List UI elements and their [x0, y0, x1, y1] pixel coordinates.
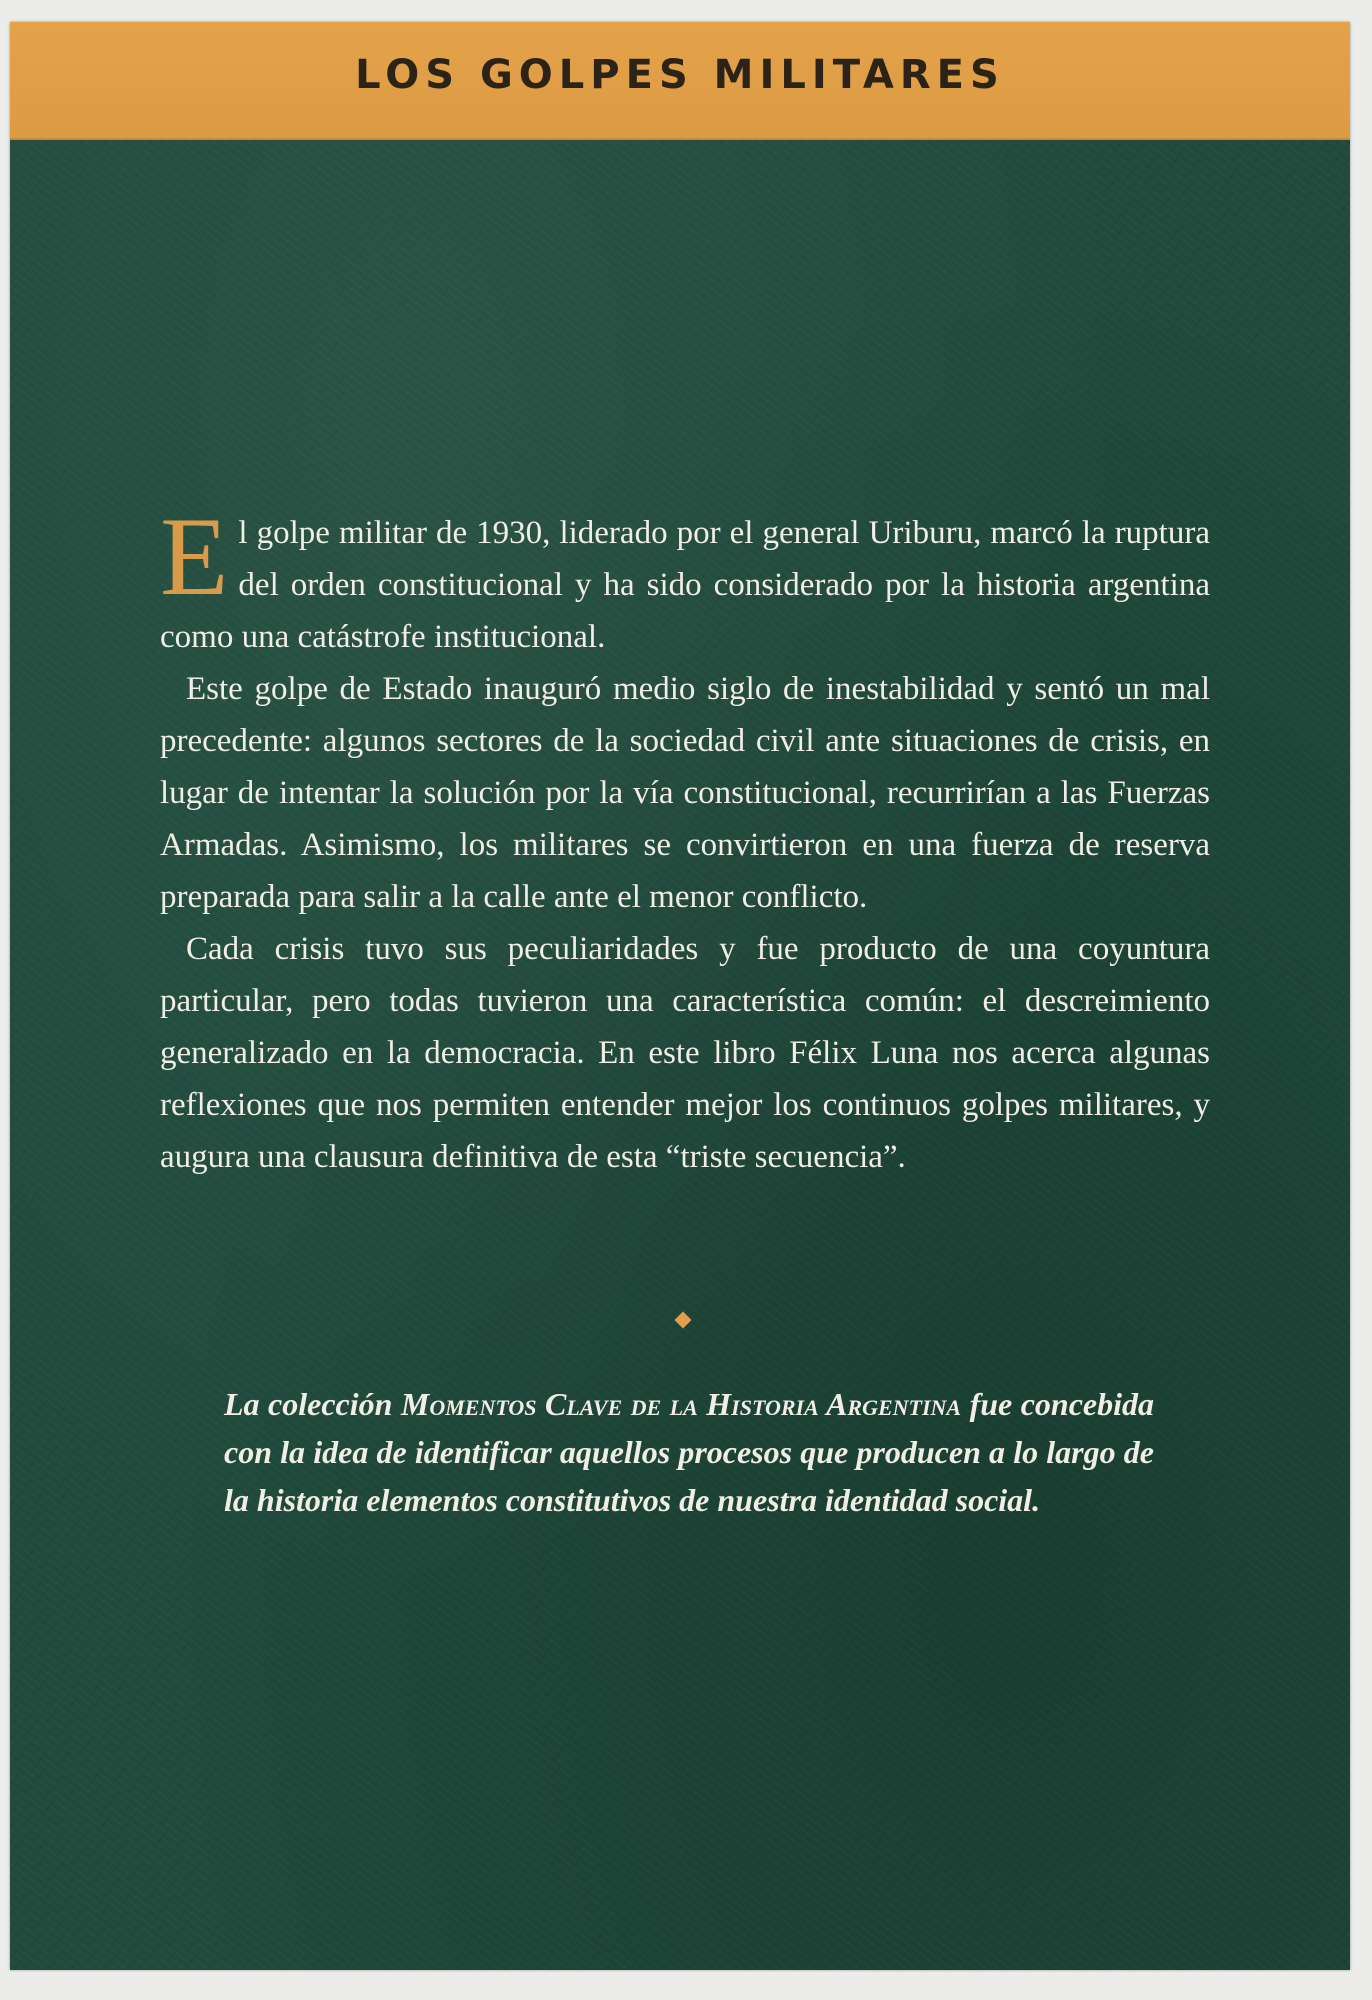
paragraph-1-text: l golpe militar de 1930, liderado por el general Uriburu, marcó la ruptura del orden constitucional y ha sido considerado por la historia argentina como una catástrofe institucional.: [160, 515, 1210, 655]
synopsis-paragraph-3: Cada crisis tuvo sus peculiaridades y fue producto de una coyuntura particular, pero todas tuvieron una característica común: el descreimiento generalizado en la democracia. En este libro Félix Luna nos acerca algunas reflexiones que nos permiten entender mejor los continuos golpes militares, y augura una clausura definitiva de esta “triste secuencia”.: [160, 931, 1210, 1175]
series-title: LOS GOLPES MILITARES: [355, 52, 1005, 98]
collection-rest: fue concebida con la idea de identificar aquellos procesos que producen a lo largo de la historia elementos constitutivos de nuestra identidad social.: [224, 1386, 1155, 1518]
collection-description: [224, 1380, 1154, 1524]
synopsis: [160, 495, 1210, 1183]
drop-cap: E: [160, 495, 229, 619]
synopsis-paragraph-1: [160, 495, 1210, 663]
title-band: [10, 22, 1350, 140]
diamond-ornament-icon: [675, 1312, 692, 1329]
book-back-cover: [10, 22, 1350, 1970]
collection-intro: La colección: [224, 1386, 401, 1422]
synopsis-paragraph-2: Este golpe de Estado inauguró medio siglo de inestabilidad y sentó un mal precedente: algunos sectores de la sociedad civil ante situaciones de crisis, en lugar de intentar la solución por la vía constitucional, recurrirían a las Fuerzas Armadas. Asimismo, los militares se convirtieron en una fuerza de reserva preparada para salir a la calle ante el menor conflicto.: [160, 671, 1210, 915]
collection-series-name: Momentos Clave de la Historia Argentina: [400, 1386, 962, 1422]
collection-paragraph: [224, 1380, 1154, 1524]
